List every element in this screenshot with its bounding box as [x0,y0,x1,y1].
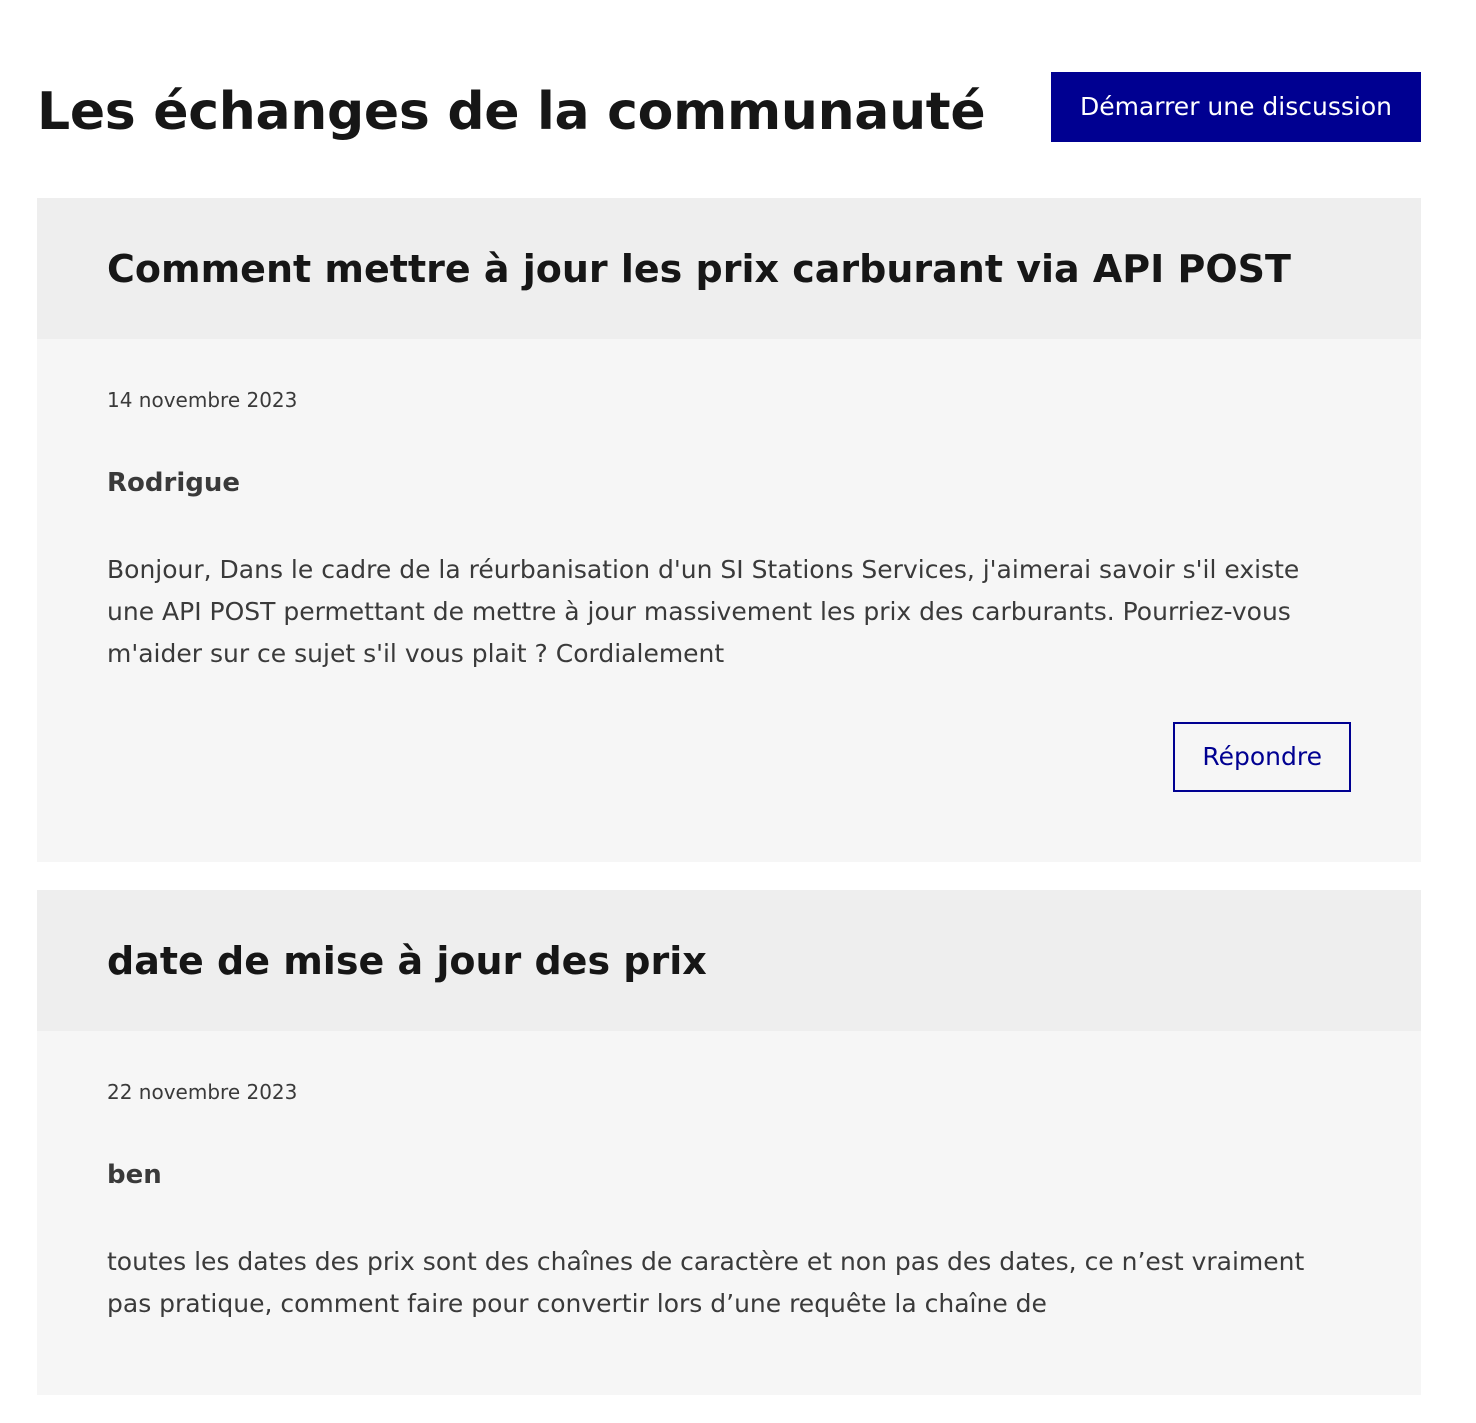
discussion-text: toutes les dates des prix sont des chaînes de caractère et non pas des dates, ce n’est vraiment pas pratique, comment faire pour convertir lors d’une requête la chaîne de [107,1247,1305,1318]
reply-button[interactable]: Répondre [1173,722,1351,792]
community-page [37,0,1421,1423]
discussion-title[interactable]: Comment mettre à jour les prix carburant via API POST [107,246,1291,291]
page-title: Les échanges de la communauté [37,82,986,142]
discussion-card [37,198,1421,862]
discussion-text: Bonjour, Dans le cadre de la réurbanisation d'un SI Stations Services, j'aimerai savoir s'il existe une API POST permettant de mettre à jour massivement les prix des carburants. Pourriez-vous m'aider sur ce sujet s'il vous plait ? Cordialement [107,555,1300,668]
discussion-title[interactable]: date de mise à jour des prix [107,938,707,983]
discussion-card-body [37,339,1421,862]
discussion-card-header [37,890,1421,1031]
discussion-card [37,890,1421,1395]
page-header [37,0,1421,198]
start-discussion-button[interactable]: Démarrer une discussion [1051,72,1421,142]
discussion-actions [107,722,1351,792]
discussion-card-header [37,198,1421,339]
discussion-date: 22 novembre 2023 [107,1080,298,1104]
discussion-date: 14 novembre 2023 [107,388,298,412]
discussion-card-body [37,1031,1421,1395]
discussion-author: ben [107,1160,162,1190]
discussion-author: Rodrigue [107,468,240,498]
